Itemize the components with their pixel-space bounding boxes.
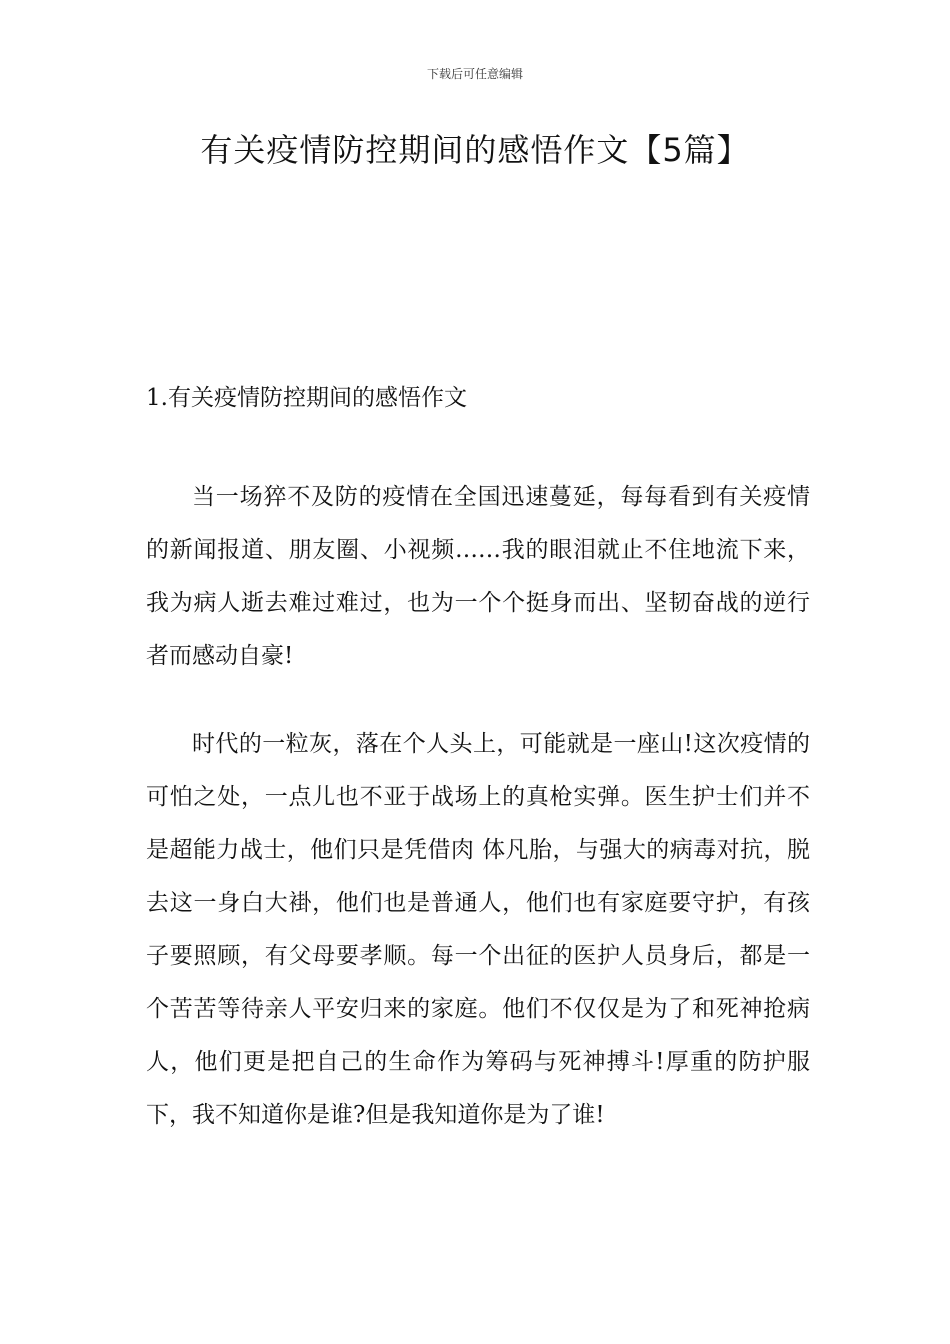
paragraph-1: 当一场猝不及防的疫情在全国迅速蔓延，每每看到有关疫情的新闻报道、朋友圈、小视频……我的眼泪就止不住地流下来，我为病人逝去难过难过，也为一个个挺身而出、坚韧奋战的逆行者而感动自豪!	[146, 484, 810, 669]
paragraph-2: 时代的一粒灰，落在个人头上，可能就是一座山!这次疫情的可怕之处，一点儿也不亚于战场上的真枪实弹。医生护士们并不是超能力战士，他们只是凭借肉 体凡胎，与强大的病毒对抗，脱去这一身白大褂，他们也是普通人，他们也有家庭要守护，有孩子要照顾，有父母要孝顺。每一个出征的医护人员身后，都是一个苦苦等待亲人平安归来的家庭。他们不仅仅是为了和死神抢病人，他们更是把自己的生命作为筹码与死神搏斗!厚重的防护服下，我不知道你是谁?但是我知道你是为了谁!	[146, 731, 810, 1128]
document-title: 有关疫情防控期间的感悟作文【5篇】	[200, 131, 750, 169]
page-header-note: 下载后可任意编辑	[426, 67, 523, 81]
section-heading: 1.有关疫情防控期间的感悟作文	[146, 385, 467, 411]
